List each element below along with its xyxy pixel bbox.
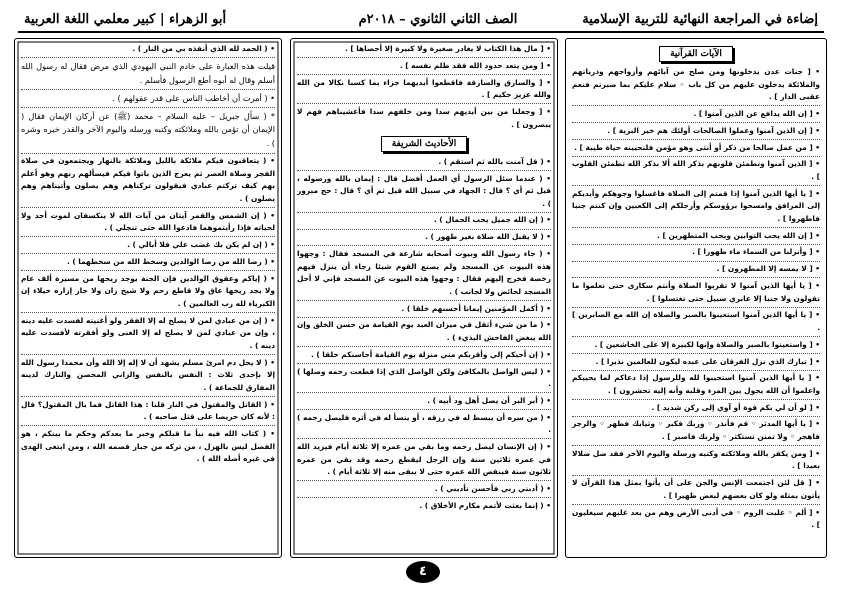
page-number: ٤	[406, 561, 440, 583]
list-item: • [ من عمل صالحا من ذكر أو أنثى وهو مؤمن فلنحيينه حياة طيبة ] .	[572, 142, 820, 157]
list-item: • [ الذين آمنوا وتطمئن قلوبهم بذكر الله ألا بذكر الله تطمئن القلوب ] .	[572, 158, 820, 186]
list-item: • ( لا يقبل الله صلاة بغير طهور ) .	[297, 231, 551, 246]
list-item: • ( إن الله جميل يحب الجمال ) .	[297, 214, 551, 229]
quran-verses-list	[572, 66, 820, 533]
list-item: • ( القاتل والمقتول في النار قلنا : هذا القاتل فما بال المقتول؟ قال : لأنه كان حريصا على قتل صاحبه ) .	[21, 399, 275, 427]
list-item: • ( إياكم وعقوق الوالدين فإن الجنة يوجد ريحها من مسيرة ألف عام ولا يجد ريحها عاق ولا قاطع رحم ولا شيخ زان ولا جار إزاره خيلاء إن الكبرياء لله رب العالمين ) .	[21, 273, 275, 313]
list-item: • ( إن من عبادي لمن لا يصلح له إلا الفقر ولو أغنيته لفسدت عليه دينه ، وإن من عبادي لمن لا يصلح له إلا الغنى ولو أفقرته لأفسدت عليه دينه ) .	[21, 315, 275, 355]
list-item: • ( أكمل المؤمنين إيمانا أحسنهم خلقا ) .	[297, 303, 551, 318]
quran-verses-column	[565, 38, 827, 558]
section-title-quran: الآيات القرآنية	[659, 46, 733, 62]
list-item: • ( ما من شيء أثقل في ميزان العبد يوم القيامة من حسن الخلق وإن الله يبغض الفاحش البذيء ) .	[297, 319, 551, 347]
list-item: • ( يتعاقبون فيكم ملائكة بالليل وملائكة بالنهار ويجتمعون في صلاة الفجر وصلاة العصر ثم يعرج الذين باتوا فيكم فيسألهم ربهم وهو أعلم بهم كيف تركتم عبادي فيقولون تركناهم وهم يصلون وأتيناهم وهم يصلون ) .	[21, 155, 275, 208]
header-author: أبو الزهراء | كبير معلمي اللغة العربية	[24, 12, 227, 27]
header-divider	[18, 31, 824, 33]
list-item: • [ وأنزلنا من السماء ماء طهورا ] .	[572, 246, 820, 261]
list-item: • [ جنات عدن يدخلونها ومن صلح من آبائهم وأزواجهم وذرياتهم والملائكة يدخلون عليهم من كل باب ◦ سلام عليكم بما صبرتم فنعم عقبى الدار ] .	[572, 66, 820, 106]
list-item: • [ إن الله يدافع عن الذين آمنوا ] .	[572, 108, 820, 123]
list-item: • [ قل لئن اجتمعت الإنس والجن على أن يأتوا بمثل هذا القرآن لا يأتون بمثله ولو كان بعضهم لبعض ظهيرا ] .	[572, 477, 820, 505]
hadith-list	[297, 156, 551, 514]
hadith-explanations-list	[21, 43, 275, 467]
header-grade: الصف الثاني الثانوي – ٢٠١٨م	[358, 12, 518, 27]
list-item: * ( سأل جبريل – عليه السلام – محمد (ﷺ) عن أركان الإيمان فقال ( الإيمان أن تؤمن بالله وملائكته وكتبه ورسله واليوم الآخر والقدر خيره وشره ) .	[21, 110, 275, 154]
list-item: • ( إن الإنسان ليصل رحمه وما بقي من عمره إلا ثلاثة أيام فيزيد الله في عمره ثلاثين سنة وإن الرجل ليقطع رحمه وقد بقي من عمره ثلاثون سنة فينقص الله عمره حتى لا يبقى منه إلا ثلاثة أيام ) .	[297, 441, 551, 481]
list-item: • [ والسارق والسارقة فاقطعوا أيديهما جزاء بما كسبا نكالا من الله والله عزيز حكيم ] .	[297, 77, 551, 105]
list-item: • ( إن الشمس والقمر آيتان من آيات الله لا ينكسفان لموت أحد ولا لحياته فإذا رأيتموهما فادعوا الله حتى تنجلي ) .	[21, 210, 275, 238]
header-title: إضاءة في المراجعة النهائية للتربية الإسلامية	[582, 12, 818, 27]
list-item: • ( لا يحل دم امرئ مسلم يشهد أن لا إله إلا الله وأن محمدا رسول الله إلا بإحدى ثلاث : النفس بالنفس والزاني المحصن والتارك لدينه المفارق للجماعة ) .	[21, 357, 275, 397]
list-item: • ( من سره أن يبسط له في رزقه ، أو ينسأ له في أثره فليصل رحمه ) .	[297, 412, 551, 440]
list-item: • ( كتاب الله فيه نبأ ما قبلكم وخبر ما بعدكم وحكم ما بينكم ، هو الفصل ليس بالهزل ، من تركه من جبار قصمه الله ، ومن ابتغى الهدى في غيره أضله الله ) .	[21, 428, 275, 464]
list-item: • ( رضا الله من رضا الوالدين وسخط الله من سخطهما ) .	[21, 256, 275, 271]
list-item: • [ لا يمسه إلا المطهرون ] .	[572, 263, 820, 278]
list-item: • ( ليس الواصل بالمكافئ ولكن الواصل الذي إذا قطعت رحمه وصلها ) .	[297, 366, 551, 394]
list-item: • [ ألم ◦ غلبت الروم ◦ في أدنى الأرض وهم من بعد غلبهم سيغلبون ] .	[572, 507, 820, 530]
list-item: قيلت هذه العبارة على خادم النبي اليهودي الذي مرض فقال له رسول الله أسلم وقال له أبوه أطع الرسول فأسلم .	[21, 60, 275, 90]
list-item: • [ ومن يكفر بالله وملائكته وكتبه ورسله واليوم الآخر فقد ضل ضلالا بعيدا ] .	[572, 448, 820, 476]
list-item: • ( الحمد لله الذي أنقذه بي من النار ) .	[21, 43, 275, 58]
list-item: • [ وجعلنا من بين أيديهم سدا ومن خلفهم سدا فأغشيناهم فهم لا يبصرون ] .	[297, 106, 551, 129]
list-item: • [ يا أيها المدثر ◦ قم فأنذر ◦ وربك فكبر ◦ وثيابك فطهر ◦ والرجز فاهجر ◦ ولا تمنن تستكثر ◦ ولربك فاصبر ] .	[572, 418, 820, 446]
list-item: • [ ومن يتعد حدود الله فقد ظلم نفسه ] .	[297, 60, 551, 75]
list-item: • [ تبارك الذي نزل الفرقان على عبده ليكون للعالمين نذيرا ] .	[572, 356, 820, 371]
section-title-hadith: الأحاديث الشريفة	[381, 136, 468, 152]
list-item: • ( عندما سئل الرسول أي العمل أفضل قال : إيمان بالله ورسوله ، قيل ثم أي ؟ قال : الجهاد في سبيل الله قيل ثم أي ؟ قال : حج مبرور ) .	[297, 173, 551, 213]
list-item: • ( أدبني ربي فأحسن تأديبي ) .	[297, 483, 551, 498]
list-item: • [ واستعينوا بالصبر والصلاة وإنها لكبيرة إلا على الخاشعين ] .	[572, 339, 820, 354]
list-item: • ( إن لم يكن بك غضب علي فلا أبالي ) .	[21, 239, 275, 254]
hadith-explanations-column	[14, 38, 282, 558]
list-item: • [ لو أن لي بكم قوة أو آوي إلى ركن شديد ] .	[572, 402, 820, 417]
hadith-column	[290, 38, 558, 558]
list-item: • ( أبر البر أن يصل أهل ود أبيه ) .	[297, 395, 551, 410]
list-item: • [ مال هذا الكتاب لا يغادر صغيرة ولا كبيرة إلا أحصاها ] .	[297, 43, 551, 58]
list-item: • ( جاء رسول الله وبيوت أصحابه شارعة في المسجد فقال : وجهوا هذه البيوت عن المسجد ولم يصنع القوم شيئا رجاء أن ينزل فيهم رخصة فخرج إليهم فقال : وجهوا هذه البيوت عن المسجد فإني لا أحل المسجد لحائض ولا لجانب ) .	[297, 248, 551, 301]
list-item: • [ يا أيها الذين آمنوا استعينوا بالصبر والصلاة إن الله مع الصابرين ] .	[572, 309, 820, 337]
list-item: • [ يا أيها الذين آمنوا استجيبوا لله وللرسول إذا دعاكم لما يحييكم واعلموا أن الله يحول بين المرء وقلبه وأنه إليه تحشرون ] .	[572, 372, 820, 400]
list-item: • [ يا أيها الذين آمنوا لا تقربوا الصلاة وأنتم سكارى حتى تعلموا ما تقولون ولا جنبا إلا عابري سبيل حتى تغتسلوا ] .	[572, 280, 820, 308]
list-item: • [ إن الله يحب التوابين ويحب المتطهرين ] .	[572, 230, 820, 245]
list-item: • ( أمرت أن أخاطب الناس على قدر عقولهم ) .	[21, 92, 275, 108]
list-item: • [ يا أيها الذين آمنوا إذا قمتم إلى الصلاة فاغسلوا وجوهكم وأيديكم إلى المرافق وامسحوا برؤوسكم وأرجلكم إلى الكعبين وإن كنتم جنبا فاطهروا ] .	[572, 188, 820, 228]
list-item: • [ إن الذين آمنوا وعملوا الصالحات أولئك هم خير البرية ] .	[572, 125, 820, 140]
list-item: • ( إن أحبكم إلي وأقربكم مني منزلة يوم القيامة أحاسنكم خلقا ) .	[297, 349, 551, 364]
list-item: • ( إنما بعثت لأتمم مكارم الأخلاق ) .	[419, 500, 551, 510]
list-item: • ( قل آمنت بالله ثم استقم ) .	[297, 156, 551, 171]
extra-verses-list	[297, 43, 551, 133]
